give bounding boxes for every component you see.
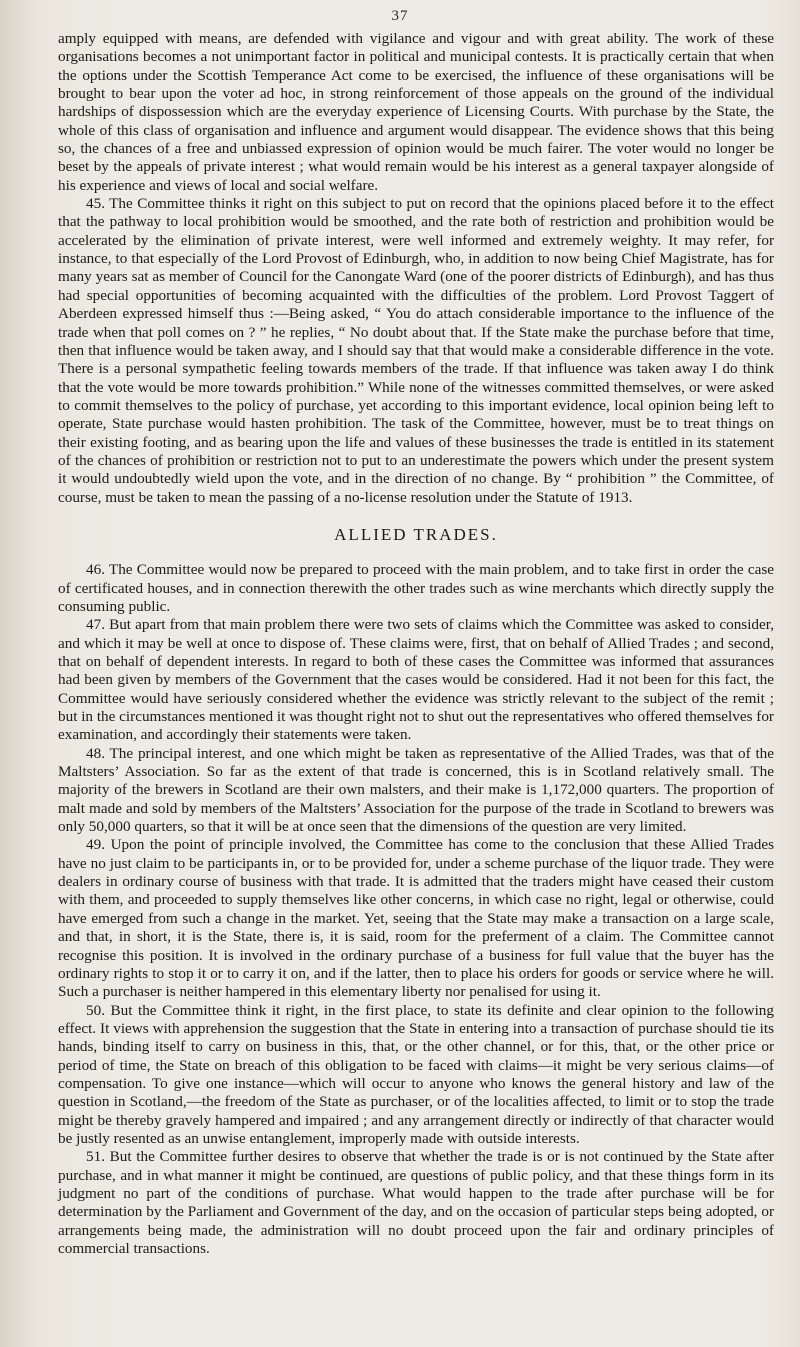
body-text bbox=[58, 30, 774, 1258]
page-number: 37 bbox=[391, 8, 409, 24]
paragraph-44-continued: amply equipped with means, are defended with vigilance and vigour and with great ability. The work of these organisations becomes a not unimportant factor in political and municipal contests. It is practically certain that when the options under the Scottish Temperance Act come to be exercised, the influence of these organisations will be brought to bear upon the voter ad hoc, in strong reinforcement of those appeals on the ground of the individual hardships of dispossession which are the everyday experience of Licensing Courts. With purchase by the State, the whole of this class of organisation and influence and argument would disappear. The evidence shows that this being so, the chances of a free and unbiassed expression of opinion would be much fairer. The voter would no longer be beset by the appeals of private interest ; what would remain would be his interest as a general taxpayer alongside of his experience and views of local and social welfare. bbox=[58, 30, 774, 194]
paragraph-48: 48. The principal interest, and one which might be taken as representative of the Allied Trades, was that of the Maltsters’ Association. So far as the extent of that trade is concerned, this is in Scotland relatively small. The majority of the brewers in Scotland are their own malsters, and their make is 1,172,000 quarters. The proportion of malt made and sold by members of the Maltsters’ Association for the purpose of the trade in Scotland to brewers was only 50,000 quarters, so that it will be at once seen that the dimensions of the question are very limited. bbox=[58, 744, 774, 836]
section-heading-allied-trades: ALLIED TRADES. bbox=[334, 524, 498, 544]
paragraph-51: 51. But the Committee further desires to observe that whether the trade is or is not continued by the State after purchase, and in what manner it might be continued, are questions of public policy, and that these things form in its judgment no part of the conditions of purchase. What would happen to the trade after purchase will be for determination by the Parliament and Government of the day, and on the occasion of particular steps being adopted, or arrangements being made, the administration will no doubt proceed upon the fair and ordinary principles of commercial transactions. bbox=[58, 1148, 774, 1257]
paragraph-49: 49. Upon the point of principle involved, the Committee has come to the conclusion that these Allied Trades have no just claim to be participants in, or to be provided for, under a scheme purchase of the liquor trade. They were dealers in ordinary course of business with that trade. It is admitted that the traders might have ceased their custom with them, and proceeded to supply themselves like other concerns, in which case no right, legal or otherwise, could have emerged from such a change in the market. Yet, seeing that the State may make a transaction on a large scale, and that, in short, it is the State, there is, it is said, room for the preferment of a claim. The Committee cannot recognise this position. It is involved in the ordinary purchase of a business for full value that the buyer has the ordinary rights to stop it or to carry it on, and if the latter, then to place his orders for goods or service where he will. Such a purchaser is neither hampered in this elementary liberty nor penalised for using it. bbox=[58, 836, 774, 1001]
paragraph-45: 45. The Committee thinks it right on this subject to put on record that the opinions placed before it to the effect that the pathway to local prohibition would be smoothed, and the rate both of restriction and prohibition would be accelerated by the elimination of private interest, were well informed and extremely weighty. It may refer, for instance, to that especially of the Lord Provost of Edinburgh, who, in addition to now being Chief Magistrate, has for many years sat as member of Council for the Canongate Ward (one of the poorer districts of Edinburgh), and has thus had special opportunities of becoming acquainted with the difficulties of the problem. Lord Provost Taggert of Aberdeen expressed himself thus :—Being asked, “ You do attach considerable importance to the influence of the trade when that poll comes on ? ” he replies, “ No doubt about that. If the State make the purchase before that time, then that influence would be taken away, and I should say that that would make a considerable difference in the vote. There is a personal sympathetic feeling towards members of the trade. If that influence was taken away I do think that the vote would be more towards prohibition.” While none of the witnesses committed themselves, or were asked to commit themselves to the policy of purchase, yet according to this important evidence, local opinion being left to operate, State purchase would hasten prohibition. The task of the Committee, however, must be to treat things on their existing footing, and as bearing upon the life and values of these businesses the trade is entitled in its statement of the chances of prohibition or restriction not to put to an underestimate the powers which under the present system it would undoubtedly wield upon the vote, and in the direction of no change. By “ prohibition ” the Committee, of course, must be taken to mean the passing of a no-license resolution under the Statute of 1913. bbox=[58, 195, 774, 506]
paragraph-50: 50. But the Committee think it right, in the first place, to state its definite and clear opinion to the following effect. It views with apprehension the suggestion that the State in entering into a transaction of purchase should tie its hands, binding itself to carry on business in this, that, or the other channel, or for this, that, or the other price or period of time, the State on breach of this obligation to be faced with claims—it might be very serious claims—of compensation. To give one instance—which will occur to anyone who knows the general history and law of the question in Scotland,—the freedom of the State as purchaser, or of the localities affected, to limit or to stop the trade might be thereby gravely hampered and impaired ; and any arrangement directly or indirectly of that character would be justly resented as an unwise entanglement, improperly made with outside interests. bbox=[58, 1001, 774, 1147]
paragraph-46: 46. The Committee would now be prepared to proceed with the main problem, and to take first in order the case of certificated houses, and in connection therewith the other trades such as wine merchants which directly supply the consuming public. bbox=[58, 561, 774, 615]
paragraph-47: 47. But apart from that main problem there were two sets of claims which the Committee was asked to consider, and which it may be well at once to dispose of. These claims were, first, that on behalf of Allied Trades ; and second, that on behalf of dependent interests. In regard to both of these cases the Committee was informed that assurances had been given by members of the Government that the cases would be considered. Had it not been for this fact, the Committee would have seriously considered whether the evidence was strictly relevant to the subject of the remit ; but in the circumstances mentioned it was thought right not to shut out the representatives who offered themselves for examination, and accordingly their statements were taken. bbox=[58, 616, 774, 744]
